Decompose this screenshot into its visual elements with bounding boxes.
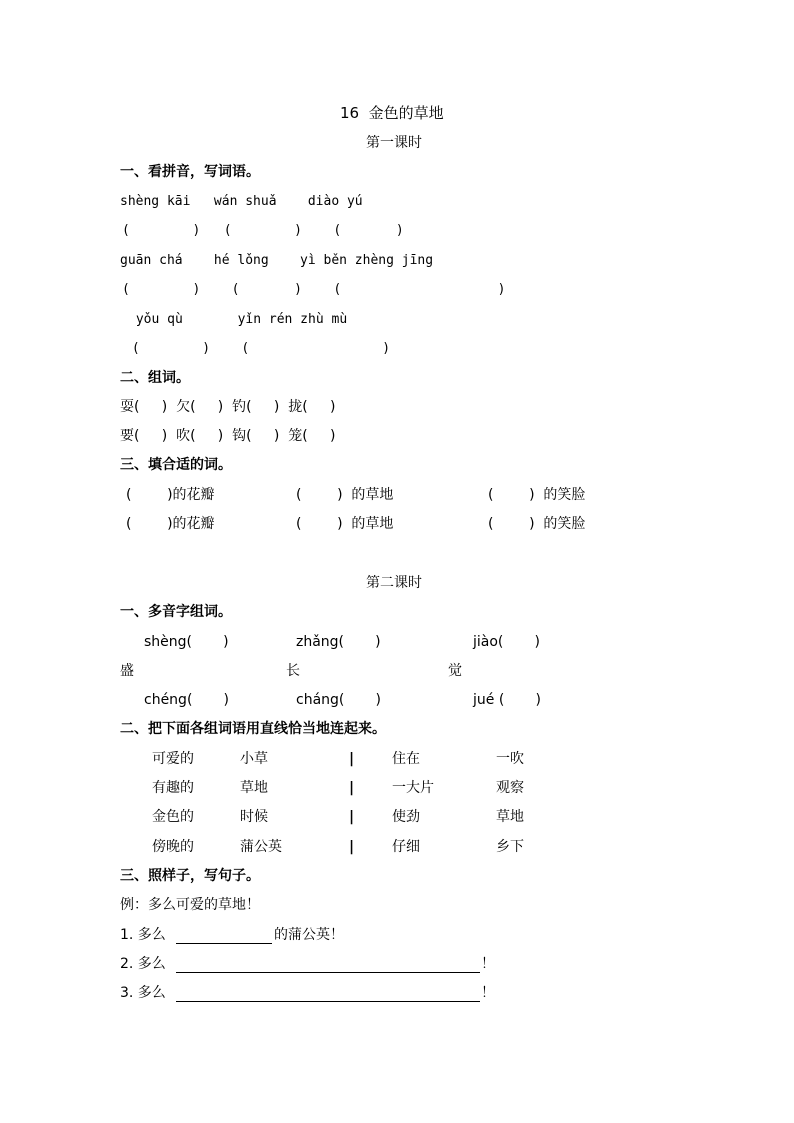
sentence-end-mark: ！ <box>481 985 495 1001</box>
polyphone-pinyin-bottom: cháng( ) <box>296 692 381 708</box>
answer-line-3[interactable] <box>176 1001 480 1002</box>
match-divider: | <box>349 780 355 796</box>
match-right-a: 使劲 <box>392 809 420 825</box>
l2-s1-title: 一、多音字组词。 <box>120 604 232 620</box>
match-right-b: 草地 <box>496 809 524 825</box>
polyphone-pinyin-top: zhǎng( ) <box>296 634 381 650</box>
polyphone-pinyin-bottom: jué ( ) <box>473 692 541 708</box>
match-right-a: 一大片 <box>392 780 434 796</box>
match-left-b: 蒲公英 <box>240 839 282 855</box>
sentence-end-mark: ！ <box>481 956 495 972</box>
polyphone-pinyin-bottom: chéng( ) <box>144 692 230 708</box>
match-left-b: 草地 <box>240 780 268 796</box>
answer-line-2[interactable] <box>176 972 480 973</box>
fill-item: ( ) 的草地 <box>296 516 394 532</box>
match-right-a: 住在 <box>392 751 420 767</box>
match-left-a: 有趣的 <box>152 780 194 796</box>
sentence-item-1: 1. 多么 <box>120 927 166 943</box>
match-left-b: 时候 <box>240 809 268 825</box>
blank-row-2: ( ) ( ) ( ) <box>122 282 506 297</box>
blank-row-3: ( ) ( ) <box>124 341 391 356</box>
match-divider: | <box>349 751 355 767</box>
polyphone-char: 长 <box>286 663 300 679</box>
sentence-item-1-end: 的蒲公英！ <box>274 927 344 943</box>
l2-s3-title: 三、照样子，写句子。 <box>120 868 260 884</box>
lesson1-heading: 第一课时 <box>366 135 422 151</box>
l1-s3-title: 三、填合适的词。 <box>120 457 232 473</box>
match-divider: | <box>349 809 355 825</box>
match-right-b: 观察 <box>496 780 524 796</box>
l1-s1-title: 一、看拼音，写词语。 <box>120 164 260 180</box>
fill-item: ( )的花瓣 <box>126 487 215 503</box>
pinyin-row-3: yǒu qù yǐn rén zhù mù <box>128 312 348 327</box>
word-group-row-2: 要( ) 吹( ) 钩( ) 笼( ) <box>120 428 336 444</box>
example-sentence: 例：多么可爱的草地！ <box>120 897 260 913</box>
sentence-item-2: 2. 多么 <box>120 956 166 972</box>
l1-s2-title: 二、组词。 <box>120 370 190 386</box>
polyphone-pinyin-top: jiào( ) <box>473 634 540 650</box>
match-left-a: 金色的 <box>152 809 194 825</box>
match-right-a: 仔细 <box>392 839 420 855</box>
match-left-b: 小草 <box>240 751 268 767</box>
polyphone-pinyin-top: shèng( ) <box>144 634 229 650</box>
fill-item: ( ) 的草地 <box>296 487 394 503</box>
match-right-b: 乡下 <box>496 839 524 855</box>
answer-line-1[interactable] <box>176 943 272 944</box>
l2-s2-title: 二、把下面各组词语用直线恰当地连起来。 <box>120 721 386 737</box>
match-divider: | <box>349 839 355 855</box>
fill-item: ( ) 的笑脸 <box>488 516 586 532</box>
polyphone-char: 觉 <box>448 663 462 679</box>
blank-row-1: ( ) ( ) ( ) <box>122 223 404 238</box>
pinyin-row-2: guān chá hé lǒng yì běn zhèng jīng <box>120 253 434 268</box>
fill-item: ( )的花瓣 <box>126 516 215 532</box>
lesson2-heading: 第二课时 <box>366 575 422 591</box>
pinyin-row-1: shèng kāi wán shuǎ diào yú <box>120 194 363 209</box>
fill-item: ( ) 的笑脸 <box>488 487 586 503</box>
page-title: 16 金色的草地 <box>340 104 444 122</box>
polyphone-char: 盛 <box>120 663 134 679</box>
match-left-a: 傍晚的 <box>152 839 194 855</box>
match-left-a: 可爱的 <box>152 751 194 767</box>
match-right-b: 一吹 <box>496 751 524 767</box>
word-group-row-1: 耍( ) 欠( ) 钓( ) 拢( ) <box>120 399 336 415</box>
sentence-item-3: 3. 多么 <box>120 985 166 1001</box>
